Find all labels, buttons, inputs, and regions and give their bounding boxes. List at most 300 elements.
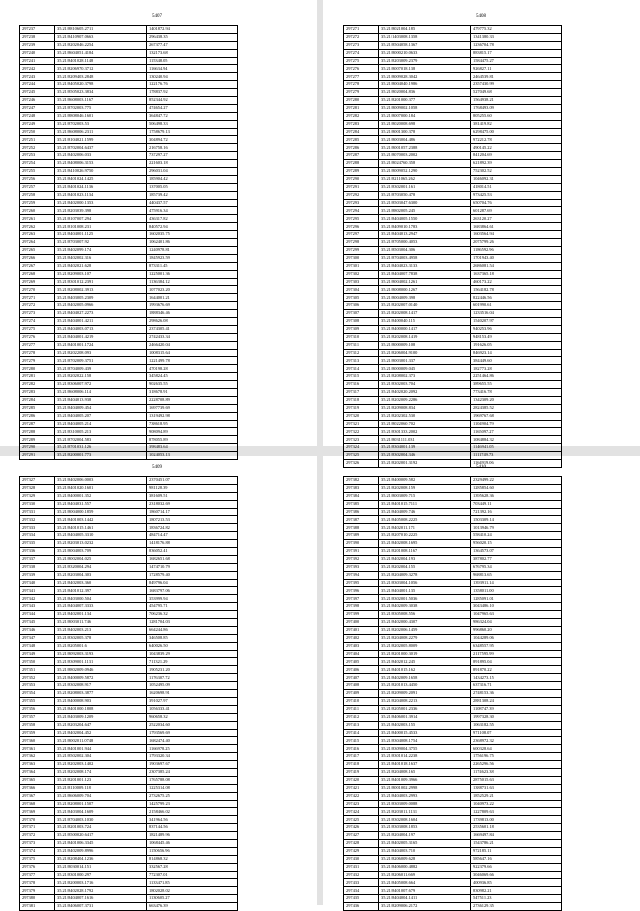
table-row — [20, 705, 238, 713]
coordinate-cell: 35.21/8302001.161 — [379, 183, 471, 191]
coordinate-cell: 35.21/8402006.033 — [55, 152, 147, 160]
table-row — [344, 33, 562, 41]
value-cell: 738618.95 — [147, 420, 238, 428]
page-number: 5408 — [476, 14, 486, 19]
table-row — [20, 658, 238, 666]
coordinate-cell: 35.21/8009002.1058 — [379, 104, 471, 112]
coordinate-cell: 35.21/8402021.628 — [55, 262, 147, 270]
row-id-cell: 297417 — [344, 753, 379, 761]
coordinate-cell: 35.21/8810605.2711 — [55, 26, 147, 34]
row-id-cell: 297297 — [344, 231, 379, 239]
table-row — [344, 294, 562, 302]
value-cell: 971108.07 — [471, 729, 562, 737]
coordinate-cell: 35.21/8404005.207 — [55, 412, 147, 420]
table-row — [20, 508, 238, 516]
row-id-cell: 297350 — [20, 658, 55, 666]
value-cell: 883815.17 — [471, 49, 562, 57]
value-cell: 2522034.60 — [147, 721, 238, 729]
coordinate-cell: 35.21/8404001.4219 — [55, 333, 147, 341]
table-row — [344, 682, 562, 690]
table-row — [344, 563, 562, 571]
coordinate-cell: 35.21/8404023.3133 — [379, 262, 471, 270]
value-cell: 1285854.60 — [471, 484, 562, 492]
table-row — [344, 540, 562, 548]
table-row — [344, 341, 562, 349]
row-id-cell: 297362 — [20, 753, 55, 761]
table-row — [20, 737, 238, 745]
page-number: 5410 — [476, 465, 486, 470]
value-cell: 621892.39 — [471, 160, 562, 168]
row-id-cell: 297255 — [20, 168, 55, 176]
row-id-cell: 297381 — [20, 903, 55, 911]
coordinate-cell: 35.21/8405020.3798 — [55, 81, 147, 89]
value-cell: 1765788.08 — [147, 776, 238, 784]
coordinate-cell: 35.21/8405008.664 — [379, 879, 471, 887]
table-row — [20, 128, 238, 136]
row-id-cell: 297428 — [344, 839, 379, 847]
row-id-cell: 297390 — [344, 540, 379, 548]
row-id-cell: 297272 — [20, 302, 55, 310]
table-row — [344, 120, 562, 128]
value-cell: 1130605.27 — [147, 895, 238, 903]
row-id-cell: 297258 — [20, 191, 55, 199]
table-row — [344, 26, 562, 34]
row-id-cell: 297372 — [20, 832, 55, 840]
row-id-cell: 297242 — [20, 65, 55, 73]
row-id-cell: 297435 — [344, 895, 379, 903]
value-cell: 948153.49 — [471, 333, 562, 341]
coordinate-cell: 35.21/8031111.031 — [379, 436, 471, 444]
coordinate-cell: 35.21/8202302.530 — [379, 412, 471, 420]
row-id-cell: 297346 — [20, 626, 55, 634]
table-row — [20, 800, 238, 808]
coordinate-cell: 35.21/8404001.1125 — [55, 231, 147, 239]
table-row — [344, 65, 562, 73]
table-row — [344, 484, 562, 492]
value-cell: 960658.32 — [147, 713, 238, 721]
value-cell: 2748153.36 — [471, 690, 562, 698]
coordinate-table — [343, 476, 562, 911]
row-id-cell: 297309 — [344, 325, 379, 333]
row-id-cell: 297344 — [20, 611, 55, 619]
value-cell: 2318032.69 — [147, 500, 238, 508]
row-id-cell: 297434 — [344, 887, 379, 895]
coordinate-cell: 35.21/8402009.1658 — [379, 674, 471, 682]
value-cell: 1434273.15 — [471, 674, 562, 682]
value-cell: 1008315.64 — [147, 349, 238, 357]
row-id-cell: 297319 — [344, 404, 379, 412]
row-id-cell: 297288 — [344, 160, 379, 168]
coordinate-cell: 35.21/8401024.1136 — [55, 183, 147, 191]
table-row — [344, 800, 562, 808]
row-id-cell: 297385 — [344, 500, 379, 508]
row-id-cell: 297365 — [20, 776, 55, 784]
table-row — [20, 207, 238, 215]
table-row — [344, 373, 562, 381]
table-row — [344, 144, 562, 152]
row-id-cell: 297273 — [20, 310, 55, 318]
value-cell: 1221499.78 — [147, 357, 238, 365]
table-row — [344, 191, 562, 199]
table-row — [20, 215, 238, 223]
coordinate-cell: 35.21/8202008.1419 — [379, 333, 471, 341]
table-row — [20, 262, 238, 270]
coordinate-cell: 35.21/8024760.358 — [379, 160, 471, 168]
coordinate-cell: 35.21/8202009.2286 — [379, 396, 471, 404]
table-row — [20, 587, 238, 595]
row-id-cell: 297268 — [20, 270, 55, 278]
row-id-cell: 297249 — [20, 120, 55, 128]
coordinate-cell: 35.21/8202008.159 — [379, 484, 471, 492]
row-id-cell: 297336 — [20, 548, 55, 556]
value-cell: 711321.29 — [147, 658, 238, 666]
coordinate-cell: 35.21/8402028.1792 — [55, 887, 147, 895]
coordinate-cell: 35.21/8401023.1134 — [55, 191, 147, 199]
table-row — [20, 879, 238, 887]
row-id-cell: 297371 — [20, 824, 55, 832]
coordinate-cell: 35.21/8205001.2336 — [379, 705, 471, 713]
row-id-cell: 297283 — [20, 388, 55, 396]
row-id-cell: 297338 — [20, 563, 55, 571]
row-id-cell: 297305 — [344, 294, 379, 302]
table-row — [344, 571, 562, 579]
coordinate-cell: 35.21/8004009.398 — [379, 294, 471, 302]
coordinate-cell: 35.21/8406001.3914 — [379, 713, 471, 721]
row-id-cell: 297286 — [20, 412, 55, 420]
coordinate-cell: 35.21/8092003.3193 — [55, 650, 147, 658]
row-id-cell: 297387 — [344, 516, 379, 524]
table-row — [20, 349, 238, 357]
row-id-cell: 297298 — [344, 239, 379, 247]
row-id-cell: 297421 — [344, 784, 379, 792]
table-row — [344, 642, 562, 650]
row-id-cell: 297364 — [20, 768, 55, 776]
row-id-cell: 297324 — [344, 444, 379, 452]
coordinate-cell: 35.21/8410026.9750 — [55, 168, 147, 176]
table-row — [20, 160, 238, 168]
page-number: 5407 — [152, 14, 162, 19]
value-cell: 822446.56 — [471, 294, 562, 302]
table-row — [20, 768, 238, 776]
row-id-cell: 297333 — [20, 524, 55, 532]
page-number: 5409 — [152, 465, 162, 470]
row-id-cell: 297331 — [20, 508, 55, 516]
row-id-cell: 297375 — [20, 855, 55, 863]
row-id-cell: 297240 — [20, 49, 55, 57]
value-cell: 2742433.34 — [147, 333, 238, 341]
value-cell: 1682651.68 — [147, 555, 238, 563]
value-cell: 1233516.04 — [471, 310, 562, 318]
row-id-cell: 297271 — [20, 294, 55, 302]
coordinate-cell: 35.21/8202022.158 — [55, 373, 147, 381]
table-row — [344, 737, 562, 745]
coordinate-cell: 35.21/8608006.2311 — [55, 128, 147, 136]
table-row — [20, 713, 238, 721]
table-row — [344, 239, 562, 247]
table-row — [20, 436, 238, 444]
row-id-cell: 297307 — [344, 310, 379, 318]
row-id-cell: 297436 — [344, 903, 379, 911]
table-row — [20, 168, 238, 176]
row-id-cell: 297386 — [344, 508, 379, 516]
table-row — [344, 175, 562, 183]
table-row — [20, 246, 238, 254]
coordinate-cell: 35.21/8204008.2279 — [379, 634, 471, 642]
table-row — [344, 112, 562, 120]
coordinate-cell: 35.21/8606009.704 — [55, 792, 147, 800]
value-cell: 1564938.21 — [471, 97, 562, 105]
row-id-cell: 297411 — [344, 705, 379, 713]
value-cell: 637316.71 — [471, 682, 562, 690]
table-row — [344, 97, 562, 105]
coordinate-cell: 35.21/8402003.360 — [55, 579, 147, 587]
value-cell: 440437.57 — [147, 199, 238, 207]
row-id-cell: 297383 — [344, 484, 379, 492]
row-id-cell: 297334 — [20, 532, 55, 540]
table-row — [20, 33, 238, 41]
row-id-cell: 297277 — [20, 341, 55, 349]
table-row — [20, 555, 238, 563]
coordinate-cell: 35.21/8304001.139 — [379, 444, 471, 452]
value-cell: 737297.27 — [147, 152, 238, 160]
value-cell: 2307385.24 — [147, 768, 238, 776]
value-cell: 1584475.27 — [471, 57, 562, 65]
coordinate-cell: 35.21/8020008.698 — [379, 120, 471, 128]
coordinate-cell: 35.21/8306007.972 — [55, 381, 147, 389]
coordinate-cell: 35.21/8404013.2947 — [379, 231, 471, 239]
coordinate-cell: 35.21/8202008.1417 — [379, 310, 471, 318]
row-id-cell: 297349 — [20, 650, 55, 658]
row-id-cell: 297276 — [344, 65, 379, 73]
value-cell: 836052.41 — [147, 548, 238, 556]
coordinate-cell: 35.21/8003011.746 — [55, 619, 147, 627]
coordinate-cell: 35.21/8608006.114 — [55, 388, 147, 396]
table-row — [20, 49, 238, 57]
value-cell: 1540207.97 — [471, 317, 562, 325]
table-row — [344, 168, 562, 176]
table-row — [344, 365, 562, 373]
table-row — [20, 341, 238, 349]
row-id-cell: 297279 — [344, 89, 379, 97]
table-row — [344, 477, 562, 485]
table-row — [344, 254, 562, 262]
row-id-cell: 297388 — [344, 524, 379, 532]
table-row — [20, 239, 238, 247]
coordinate-cell: 35.21/8303009.0088 — [379, 800, 471, 808]
coordinate-cell: 35.21/8303004.1056 — [379, 579, 471, 587]
table-row — [344, 745, 562, 753]
row-id-cell: 297329 — [20, 492, 55, 500]
table-row — [20, 682, 238, 690]
value-cell: 830982.21 — [471, 887, 562, 895]
row-id-cell: 297380 — [20, 895, 55, 903]
table-row — [344, 452, 562, 460]
table-row — [344, 705, 562, 713]
value-cell: 1146941.05 — [471, 444, 562, 452]
table-row — [20, 41, 238, 49]
row-id-cell: 297357 — [20, 713, 55, 721]
value-cell: 1503309.14 — [471, 516, 562, 524]
coordinate-cell: 35.21/8401015.7111 — [379, 500, 471, 508]
row-id-cell: 297420 — [344, 776, 379, 784]
table-row — [344, 81, 562, 89]
table-row — [344, 611, 562, 619]
row-id-cell: 297391 — [344, 548, 379, 556]
value-cell: 490145.22 — [471, 144, 562, 152]
value-cell: 2368972.32 — [471, 737, 562, 745]
value-cell: 3046069.66 — [471, 871, 562, 879]
value-cell: 391027.97 — [147, 697, 238, 705]
table-row — [344, 634, 562, 642]
table-row — [20, 396, 238, 404]
row-id-cell: 297296 — [344, 223, 379, 231]
table-row — [344, 721, 562, 729]
value-cell: 364847.72 — [147, 112, 238, 120]
value-cell: 706236.32 — [147, 611, 238, 619]
coordinate-cell: 35.21/8401001.944 — [55, 745, 147, 753]
coordinate-cell: 35.21/8000009.108 — [379, 341, 471, 349]
coordinate-cell: 35.21/8403005.2309 — [55, 294, 147, 302]
value-cell: 1860714.17 — [147, 508, 238, 516]
value-cell: 2374305.41 — [147, 325, 238, 333]
table-row — [344, 871, 562, 879]
value-cell: 2824385.52 — [471, 404, 562, 412]
coordinate-cell: 35.21/8209003.107 — [55, 270, 147, 278]
row-id-cell: 297337 — [20, 555, 55, 563]
row-id-cell: 297277 — [344, 73, 379, 81]
coordinate-cell: 35.21/8401000.1808 — [55, 705, 147, 713]
row-id-cell: 297368 — [20, 800, 55, 808]
table-row — [20, 524, 238, 532]
table-row — [20, 650, 238, 658]
coordinate-cell: 35.21/8021004.185 — [379, 26, 471, 34]
row-id-cell: 297289 — [20, 436, 55, 444]
row-id-cell: 297433 — [344, 879, 379, 887]
page-panel — [343, 462, 619, 909]
table-row — [344, 49, 562, 57]
value-cell: 1186592.96 — [471, 246, 562, 254]
table-row — [344, 412, 562, 420]
value-cell: 1236704.78 — [471, 41, 562, 49]
coordinate-cell: 35.21/8402002.316 — [55, 254, 147, 262]
coordinate-cell: 35.21/8404003.0713 — [55, 325, 147, 333]
row-id-cell: 297280 — [20, 365, 55, 373]
row-id-cell: 297241 — [20, 57, 55, 65]
coordinate-cell: 35.21/8704003.1030 — [55, 816, 147, 824]
coordinate-cell: 35.21/8302001.5036 — [379, 595, 471, 603]
value-cell: 664244.86 — [147, 626, 238, 634]
value-cell: 2251464.86 — [471, 373, 562, 381]
table-row — [344, 325, 562, 333]
table-row — [344, 761, 562, 769]
coordinate-cell: 35.21/8401018.1637 — [379, 761, 471, 769]
row-id-cell: 297348 — [20, 642, 55, 650]
row-id-cell: 297302 — [344, 270, 379, 278]
value-cell: 1047965.63 — [471, 611, 562, 619]
table-row — [344, 278, 562, 286]
value-cell: 216758.16 — [147, 144, 238, 152]
coordinate-cell: 35.21/8404001.4211 — [55, 317, 147, 325]
value-cell: 996860.20 — [471, 626, 562, 634]
row-id-cell: 297282 — [20, 381, 55, 389]
coordinate-cell: 35.21/8604051.4184 — [55, 49, 147, 57]
value-cell: 837144.56 — [147, 824, 238, 832]
row-id-cell: 297283 — [344, 120, 379, 128]
row-id-cell: 297276 — [20, 333, 55, 341]
row-id-cell: 297413 — [344, 721, 379, 729]
table-row — [20, 231, 238, 239]
row-id-cell: 297269 — [20, 278, 55, 286]
value-cell: 1669497.84 — [471, 832, 562, 840]
row-id-cell: 297245 — [20, 89, 55, 97]
value-cell: 1425799.23 — [147, 800, 238, 808]
coordinate-cell: 35.21/8206009.628 — [379, 855, 471, 863]
coordinate-cell: 35.21/8406007.3731 — [55, 903, 147, 911]
value-cell: 137005.05 — [147, 183, 238, 191]
value-cell: 1046092.31 — [471, 175, 562, 183]
row-id-cell: 297347 — [20, 634, 55, 642]
table-row — [20, 310, 238, 318]
coordinate-cell: 35.21/8400009.5872 — [55, 674, 147, 682]
row-id-cell: 297256 — [20, 175, 55, 183]
table-row — [20, 563, 238, 571]
table-row — [20, 381, 238, 389]
table-row — [344, 231, 562, 239]
value-cell: 1418176.88 — [147, 540, 238, 548]
coordinate-cell: 35.21/8204008.2213 — [379, 697, 471, 705]
row-id-cell: 297393 — [344, 563, 379, 571]
value-cell: 2464539.81 — [471, 73, 562, 81]
row-id-cell: 297260 — [20, 207, 55, 215]
row-id-cell: 297278 — [344, 81, 379, 89]
table-row — [344, 500, 562, 508]
value-cell: 185739.42 — [147, 191, 238, 199]
row-id-cell: 297262 — [20, 223, 55, 231]
table-row — [344, 286, 562, 294]
value-cell: 6298475.00 — [471, 128, 562, 136]
row-id-cell: 297431 — [344, 863, 379, 871]
row-id-cell: 297304 — [344, 286, 379, 294]
value-cell: 721392.16 — [471, 508, 562, 516]
table-row — [344, 697, 562, 705]
table-row — [20, 97, 238, 105]
table-row — [344, 595, 562, 603]
row-id-cell: 297310 — [344, 333, 379, 341]
value-cell: 381419.82 — [471, 120, 562, 128]
row-id-cell: 297422 — [344, 792, 379, 800]
row-id-cell: 297290 — [344, 175, 379, 183]
row-id-cell: 297306 — [344, 302, 379, 310]
row-id-cell: 297308 — [344, 317, 379, 325]
coordinate-cell: 35.21/8202003.1402 — [55, 761, 147, 769]
coordinate-cell: 35.21/8401028.1148 — [55, 57, 147, 65]
value-cell: 1821489.96 — [147, 832, 238, 840]
coordinate-cell: 35.21/8202208.093 — [55, 349, 147, 357]
row-id-cell: 297285 — [344, 136, 379, 144]
value-cell: 470198.28 — [147, 365, 238, 373]
table-row — [20, 302, 238, 310]
coordinate-cell: 35.21/8202007.0140 — [379, 302, 471, 310]
value-cell: 1564182.78 — [471, 286, 562, 294]
value-cell: 1084884.32 — [471, 436, 562, 444]
row-id-cell: 297317 — [344, 388, 379, 396]
value-cell: 1043839.29 — [147, 650, 238, 658]
row-id-cell: 297339 — [20, 571, 55, 579]
table-row — [20, 642, 238, 650]
table-row — [344, 508, 562, 516]
row-id-cell: 297237 — [20, 26, 55, 34]
coordinate-cell: 35.21/8404007.1616 — [55, 895, 147, 903]
